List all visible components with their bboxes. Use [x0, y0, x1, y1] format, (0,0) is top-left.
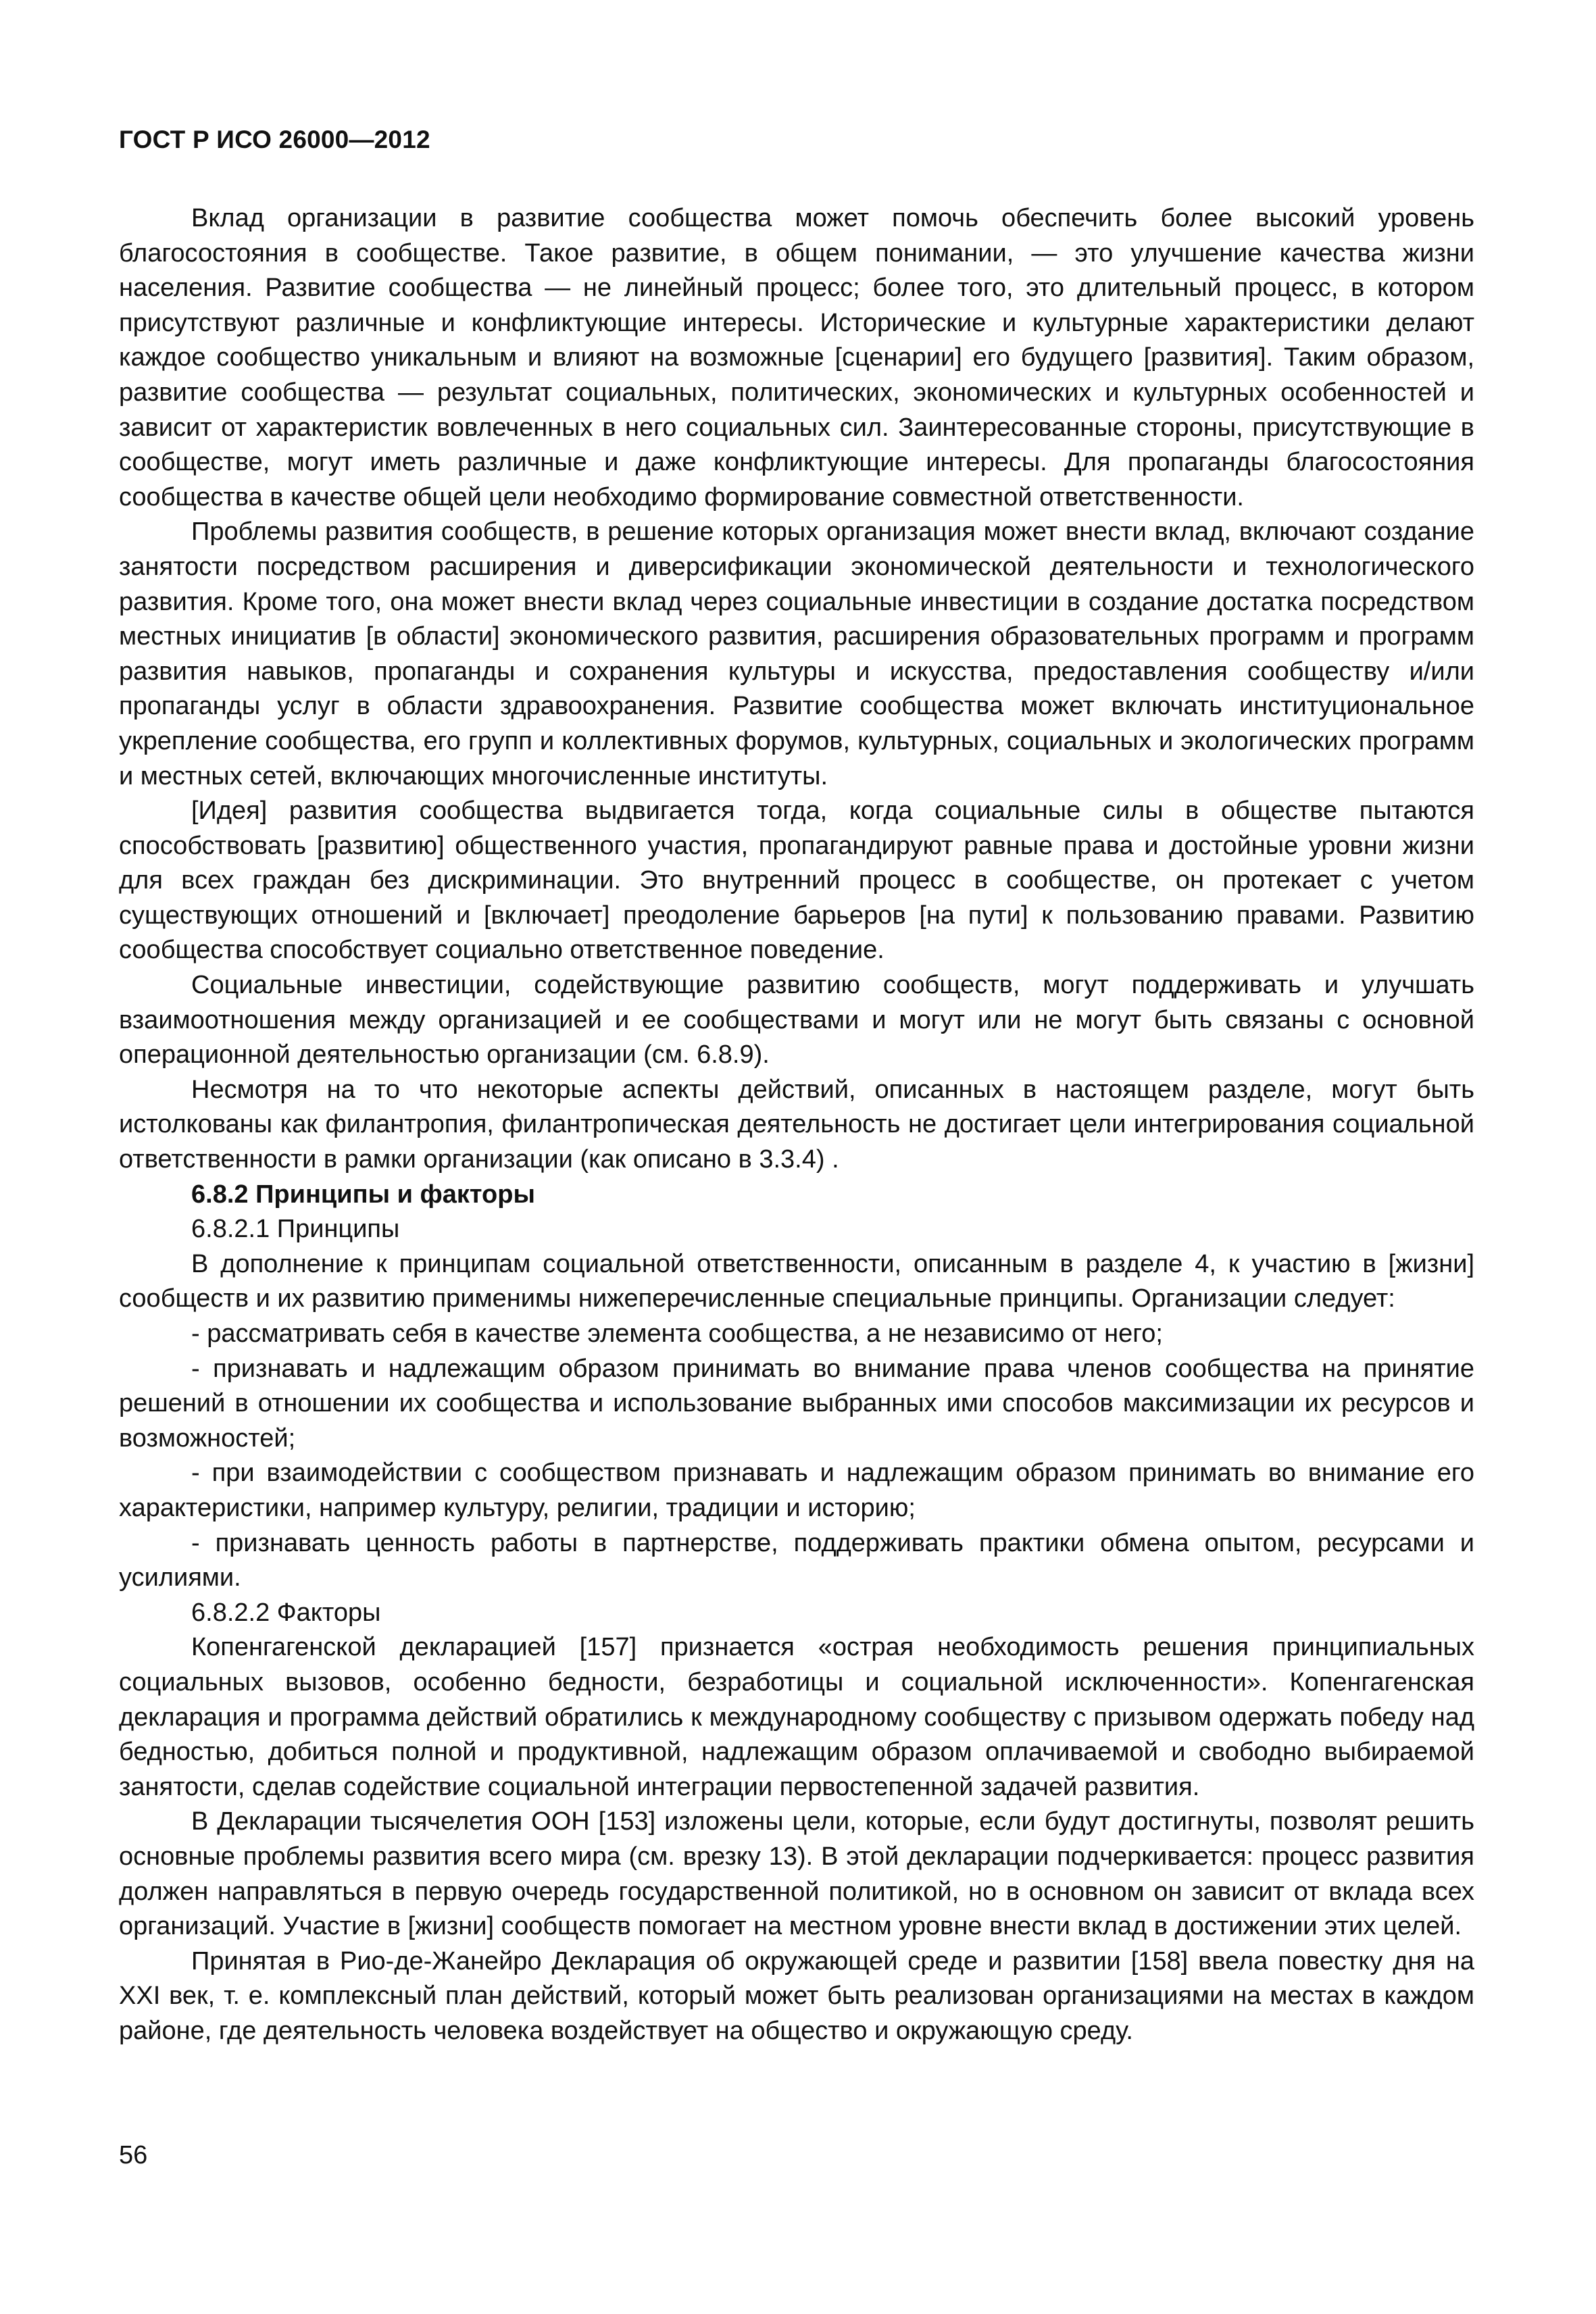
paragraph: Принятая в Рио-де-Жанейро Декларация об окружающей среде и развитии [158] ввела повестку дня на XXI век, т. е. комплексный план действий, который может быть реализован организациями на местах в каждом районе, где деятельность человека воздействует на общество и окружающую среду. — [119, 1946, 1474, 2045]
paragraph: В дополнение к принципам социальной ответственности, описанным в разделе 4, к участию в [жизни] сообществ и их развитию применимы нижеперечисленные специальные принципы. Организации следует: — [119, 1249, 1474, 1313]
paragraph: Копенгагенской декларацией [157] признается «острая необходимость решения принципиальных социальных вызовов, особенно бедности, безработицы и социальной исключенности». Копенгагенская декларация и программа действий обратились к международному сообществу с призывом одержать победу над бедностью, добиться полной и продуктивной, надлежащим образом оплачиваемой и свободно выбираемой занятости, сделав содействие социальной интеграции первостепенной задачей развития. — [119, 1633, 1474, 1801]
section-heading: 6.8.2 Принципы и факторы — [191, 1180, 535, 1209]
subsection-title: 6.8.2.1 Принципы — [191, 1215, 400, 1244]
document-body — [119, 201, 1474, 2048]
list-item: - рассматривать себя в качестве элемента сообщества, а не независимо от него; — [191, 1319, 1163, 1348]
list-item: - признавать и надлежащим образом принимать во внимание права членов сообщества на принятие решений в отношении их сообщества и использование выбранных ими способов максимизации их ресурсов и возможностей; — [119, 1354, 1474, 1453]
paragraph: Вклад организации в развитие сообщества может помочь обеспечить более высокий уровень благосостояния в сообществе. Такое развитие, в общем понимании, — это улучшение качества жизни населения. Развитие сообщества — не линейный процесс; более того, это длительный процесс, в котором присутствуют различные и конфликтующие интересы. Исторические и культурные характеристики делают каждое сообщество уникальным и влияют на возможные [сценарии] его будущего [развития]. Таким образом, развитие сообщества — результат социальных, политических, экономических и культурных особенностей и зависит от характеристик вовлеченных в него социальных сил. Заинтересованные стороны, присутствующие в сообществе, могут иметь различные и даже конфликтующие интересы. Для пропаганды благосостояния сообщества в качестве общей цели необходимо формирование совместной ответственности. — [119, 204, 1474, 511]
document-code: ГОСТ Р ИСО 26000—2012 — [119, 126, 430, 153]
subsection-title: 6.8.2.2 Факторы — [191, 1598, 381, 1627]
list-item: - признавать ценность работы в партнерстве, поддерживать практики обмена опытом, ресурсами и усилиями. — [119, 1528, 1474, 1592]
paragraph: Социальные инвестиции, содействующие развитию сообществ, могут поддерживать и улучшать взаимоотношения между организацией и ее сообществами и могут или не могут быть связаны с основной операционной деятельностью организации (см. 6.8.9). — [119, 971, 1474, 1070]
paragraph: Проблемы развития сообществ, в решение которых организация может внести вклад, включают создание занятости посредством расширения и диверсификации экономической деятельности и технологического развития. Кроме того, она может внести вклад через социальные инвестиции в создание достатка посредством местных инициатив [в области] экономического развития, расширения образовательных программ и программ развития навыков, пропаганды и сохранения культуры и искусства, предоставления сообществу и/или пропаганды услуг в области здравоохранения. Развитие сообщества может включать институциональное укрепление сообщества, его групп и коллективных форумов, культурных, социальных и экологических программ и местных сетей, включающих многочисленные институты. — [119, 518, 1474, 790]
page-number: 56 — [119, 2141, 148, 2169]
paragraph: Несмотря на то что некоторые аспекты действий, описанных в настоящем разделе, могут быть истолкованы как филантропия, филантропическая деятельность не достигает цели интегрирования социальной ответственности в рамки организации (как описано в 3.3.4) . — [119, 1075, 1474, 1174]
paragraph: [Идея] развития сообщества выдвигается тогда, когда социальные силы в обществе пытаются способствовать [развитию] общественного участия, пропагандируют равные права и достойные уровни жизни для всех граждан без дискриминации. Это внутренний процесс в сообществе, он протекает с учетом существующих отношений и [включает] преодоление барьеров [на пути] к пользованию правами. Развитию сообщества способствует социально ответственное поведение. — [119, 797, 1474, 965]
list-item: - при взаимодействии с сообществом признавать и надлежащим образом принимать во внимание его характеристики, например культуру, религии, традиции и историю; — [119, 1459, 1474, 1522]
paragraph: В Декларации тысячелетия ООН [153] изложены цели, которые, если будут достигнуты, позволят решить основные проблемы развития всего мира (см. врезку 13). В этой декларации подчеркивается: процесс развития должен направляться в первую очередь государственной политикой, но в основном он зависит от вклада всех организаций. Участие в [жизни] сообществ помогает на местном уровне внести вклад в достижении этих целей. — [119, 1807, 1474, 1941]
